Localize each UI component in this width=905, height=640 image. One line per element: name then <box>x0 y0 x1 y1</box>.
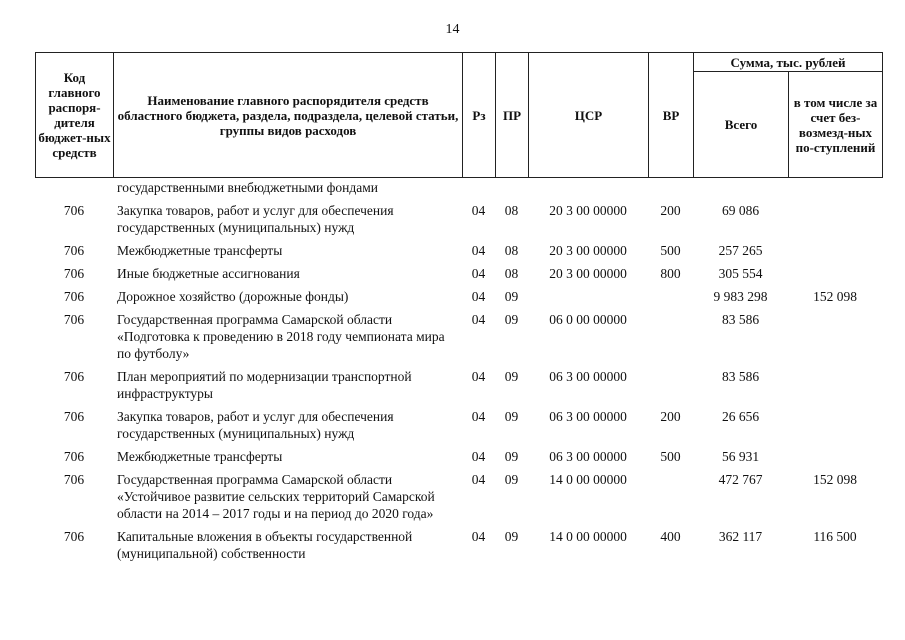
cell-vr: 800 <box>660 266 681 281</box>
cell-pr: 09 <box>504 369 519 384</box>
table-row <box>35 528 882 562</box>
cell-vr <box>648 368 693 402</box>
cell-code: 706 <box>63 529 85 544</box>
cell-free <box>788 368 882 402</box>
cell-total: 83 586 <box>721 312 760 327</box>
cell-total: 83 586 <box>721 369 760 384</box>
cell-total: 69 086 <box>721 203 760 218</box>
cell-pr: 08 <box>504 243 519 258</box>
table-row <box>35 471 882 522</box>
page-number: 14 <box>445 22 460 37</box>
cell-pr: 09 <box>504 449 519 464</box>
table-row <box>35 368 882 402</box>
cell-rz: 04 <box>471 203 486 218</box>
cell-csr: 14 0 00 00000 <box>549 529 627 544</box>
header-free: в том числе за счет без-возмезд-ных по-ступлений <box>789 72 883 178</box>
cell-name: Межбюджетные трансферты <box>117 449 283 464</box>
cell-free: 152 098 <box>813 472 857 487</box>
table-row <box>35 311 882 362</box>
cell-csr: 06 0 00 00000 <box>549 312 627 327</box>
cell-name: Закупка товаров, работ и услуг для обеспечения государственных (муниципальных) нужд <box>117 203 394 235</box>
cell-csr: 20 3 00 00000 <box>549 243 627 258</box>
cell-free <box>788 202 882 236</box>
cell-rz: 04 <box>471 529 486 544</box>
cell-free: 116 500 <box>813 529 857 544</box>
cell-total: 9 983 298 <box>713 289 768 304</box>
table-row <box>35 202 882 236</box>
cell-total: 257 265 <box>718 243 763 258</box>
cell-rz: 04 <box>471 266 486 281</box>
header-total: Всего <box>694 72 789 178</box>
cell-pr: 09 <box>504 409 519 424</box>
cell-total: 362 117 <box>718 529 763 544</box>
cell-rz: 04 <box>471 472 486 487</box>
cell-total: 56 931 <box>721 449 760 464</box>
cell-vr: 400 <box>660 529 681 544</box>
table-row <box>35 288 882 305</box>
cell-pr: 09 <box>504 289 519 304</box>
table-row <box>35 242 882 259</box>
cell-rz: 04 <box>471 449 486 464</box>
cell-name: Закупка товаров, работ и услуг для обеспечения государственных (муниципальных) нужд <box>117 409 394 441</box>
cell-vr <box>648 471 693 522</box>
header-vr: ВР <box>649 53 694 178</box>
cell-free <box>788 265 882 282</box>
cell-code: 706 <box>63 409 85 424</box>
cell-code: 706 <box>63 203 85 218</box>
cell-code: 706 <box>63 369 85 384</box>
header-code: Код главного распоря-дителя бюджет-ных средств <box>36 53 114 178</box>
cell-csr: 06 3 00 00000 <box>549 409 627 424</box>
header-pr: ПР <box>496 53 529 178</box>
cell-vr: 500 <box>660 243 681 258</box>
header-name: Наименование главного распорядителя средств областного бюджета, раздела, подраздела, целевой статьи, группы видов расходов <box>114 53 463 178</box>
cell-free <box>788 242 882 259</box>
cell-csr: 06 3 00 00000 <box>549 449 627 464</box>
cell-csr: 14 0 00 00000 <box>549 472 627 487</box>
header-sum: Сумма, тыс. рублей <box>694 53 883 72</box>
cell-csr: 06 3 00 00000 <box>549 369 627 384</box>
cell-code: 706 <box>63 243 85 258</box>
cell-csr: 20 3 00 00000 <box>549 266 627 281</box>
cell-pr: 08 <box>504 203 519 218</box>
cell-name: Государственная программа Самарской области «Устойчивое развитие сельских территорий Самарской области на 2014 – 2017 годы и на период до 2020 года» <box>117 472 435 521</box>
cell-pr: 09 <box>504 529 519 544</box>
cell-vr: 200 <box>660 409 681 424</box>
cell-pr: 09 <box>504 472 519 487</box>
cell-vr <box>648 311 693 362</box>
table-row <box>35 448 882 465</box>
cell-name: Дорожное хозяйство (дорожные фонды) <box>117 289 349 304</box>
cell-name: Государственная программа Самарской области «Подготовка к проведению в 2018 году чемпионата мира по футболу» <box>117 312 445 361</box>
header-rz: Рз <box>463 53 496 178</box>
cell-name: Капитальные вложения в объекты государственной (муниципальной) собственности <box>117 529 413 561</box>
cell-csr: 20 3 00 00000 <box>549 203 627 218</box>
cell-free <box>788 311 882 362</box>
continuation-text: государственными внебюджетными фондами <box>117 180 379 195</box>
cell-free: 152 098 <box>813 289 857 304</box>
cell-rz: 04 <box>471 289 486 304</box>
table-row <box>35 265 882 282</box>
cell-pr: 08 <box>504 266 519 281</box>
cell-rz: 04 <box>471 369 486 384</box>
cell-pr: 09 <box>504 312 519 327</box>
cell-rz: 04 <box>471 312 486 327</box>
cell-name: План мероприятий по модернизации транспортной инфраструктуры <box>117 369 412 401</box>
cell-total: 305 554 <box>718 266 763 281</box>
cell-code: 706 <box>63 289 85 304</box>
table-body <box>35 179 882 562</box>
cell-name: Межбюджетные трансферты <box>117 243 283 258</box>
cell-free <box>788 448 882 465</box>
continuation-row <box>35 179 882 196</box>
cell-rz: 04 <box>471 409 486 424</box>
cell-code: 706 <box>63 266 85 281</box>
table-row <box>35 408 882 442</box>
header-csr: ЦСР <box>529 53 649 178</box>
cell-code: 706 <box>63 312 85 327</box>
cell-vr: 200 <box>660 203 681 218</box>
cell-code: 706 <box>63 449 85 464</box>
table-header <box>35 52 883 178</box>
cell-total: 26 656 <box>721 409 760 424</box>
cell-name: Иные бюджетные ассигнования <box>117 266 300 281</box>
cell-total: 472 767 <box>718 472 763 487</box>
cell-csr <box>528 288 648 305</box>
cell-vr: 500 <box>660 449 681 464</box>
cell-vr <box>648 288 693 305</box>
cell-code: 706 <box>63 472 85 487</box>
cell-rz: 04 <box>471 243 486 258</box>
cell-free <box>788 408 882 442</box>
